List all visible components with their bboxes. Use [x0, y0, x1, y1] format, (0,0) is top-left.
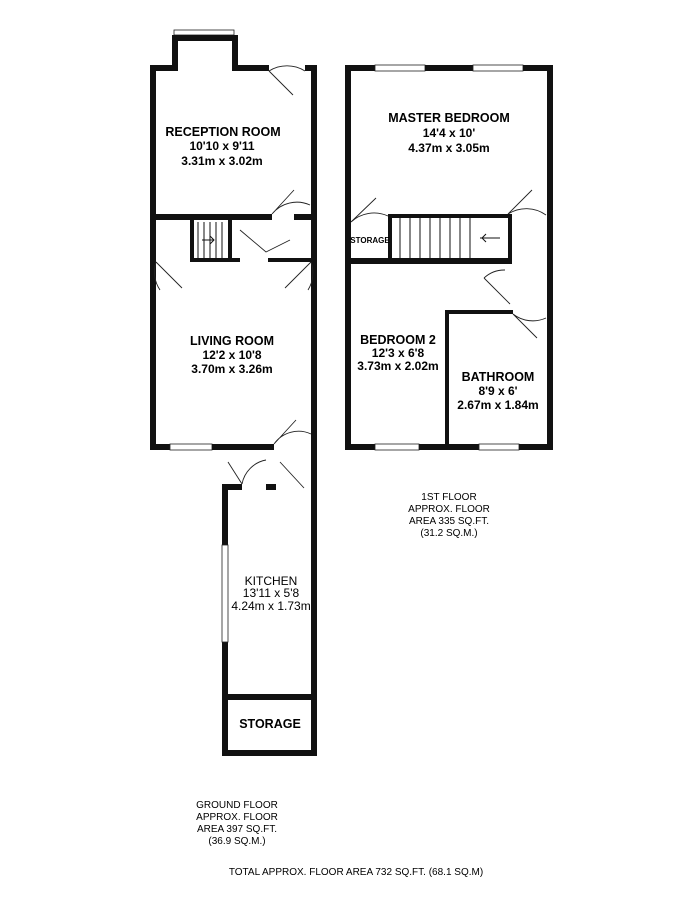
storage-name: STORAGE: [239, 717, 301, 731]
wall: [228, 220, 232, 262]
ground-area-note-4: (36.9 SQ.M.): [208, 836, 266, 847]
wall: [345, 444, 375, 450]
wall: [172, 35, 237, 41]
first-area-note-4: (31.2 SQ.M.): [420, 528, 478, 539]
wall: [190, 214, 194, 262]
first-area-note-1: 1ST FLOOR: [421, 492, 477, 503]
master-window: [473, 65, 523, 71]
bedroom2-name: BEDROOM 2: [360, 333, 436, 347]
door-arc: [272, 190, 310, 214]
ground-stairs: [198, 222, 222, 258]
kitchen-dim-imperial: 13'11 x 5'8: [242, 586, 300, 600]
door-arc: [280, 462, 304, 488]
living-room-dim-metric: 3.70m x 3.26m: [191, 362, 273, 376]
wall: [228, 694, 317, 700]
wall: [508, 214, 512, 264]
master-bedroom-dim-imperial: 14'4 x 10': [422, 126, 476, 140]
door-arc: [154, 262, 182, 290]
kitchen-window: [222, 545, 228, 642]
door-arc: [508, 190, 546, 215]
total-area-note: TOTAL APPROX. FLOOR AREA 732 SQ.FT. (68.1 SQ.M): [228, 867, 484, 878]
wall: [388, 214, 512, 218]
wall: [212, 444, 274, 450]
kitchen-dim-metric: 4.24m x 1.73m: [231, 599, 311, 613]
kitchen-name: KITCHEN: [244, 574, 298, 588]
living-room-name: LIVING ROOM: [189, 334, 275, 348]
bathroom-window: [479, 444, 519, 450]
bathroom-name: BATHROOM: [461, 370, 535, 384]
wall: [150, 444, 170, 450]
bathroom-dim-metric: 2.67m x 1.84m: [457, 398, 539, 412]
door-arc: [240, 230, 290, 252]
wall: [190, 258, 240, 262]
wall: [268, 258, 314, 262]
first-storage-name: STORAGE: [350, 236, 390, 245]
bedroom2-dim-metric: 3.73m x 2.02m: [357, 359, 439, 373]
wall: [425, 65, 473, 71]
reception-room-name: RECEPTION ROOM: [165, 125, 281, 139]
bay-window: [174, 30, 234, 35]
bathroom-dim-imperial: 8'9 x 6': [478, 384, 518, 398]
wall: [232, 65, 269, 71]
first-stairs: [400, 218, 500, 258]
door-arc: [513, 314, 546, 338]
first-area-note-2: APPROX. FLOOR: [408, 504, 490, 515]
door-arc: [484, 270, 510, 304]
door-arc: [351, 198, 388, 222]
wall: [351, 258, 511, 264]
wall: [311, 65, 317, 755]
ground-floor: [150, 30, 317, 847]
door-arc: [274, 420, 311, 444]
wall: [150, 65, 156, 450]
first-area-note-3: AREA 335 SQ.FT.: [408, 516, 490, 527]
wall: [222, 750, 317, 756]
master-bedroom-name: MASTER BEDROOM: [388, 111, 510, 125]
door-arc: [285, 262, 313, 290]
ground-area-note-3: AREA 397 SQ.FT.: [196, 824, 278, 835]
wall: [266, 484, 276, 490]
master-window: [375, 65, 425, 71]
living-room-dim-imperial: 12'2 x 10'8: [202, 348, 262, 362]
reception-room-dim-metric: 3.31m x 3.02m: [181, 154, 263, 168]
door-arc: [228, 460, 266, 484]
reception-room-dim-imperial: 10'10 x 9'11: [189, 139, 255, 153]
wall: [445, 310, 449, 450]
wall: [294, 214, 314, 220]
bedroom2-dim-imperial: 12'3 x 6'8: [371, 346, 425, 360]
wall: [547, 65, 553, 450]
first-floor: [345, 65, 553, 539]
ground-area-note-1: GROUND FLOOR: [196, 800, 278, 811]
ground-area-note-2: APPROX. FLOOR: [196, 812, 278, 823]
wall: [345, 65, 351, 450]
wall: [445, 310, 513, 314]
bedroom2-window: [375, 444, 419, 450]
door-arc: [269, 66, 305, 95]
wall: [150, 214, 272, 220]
wall: [519, 444, 553, 450]
master-bedroom-dim-metric: 4.37m x 3.05m: [408, 141, 490, 155]
wall: [222, 484, 242, 490]
living-window: [170, 444, 212, 450]
